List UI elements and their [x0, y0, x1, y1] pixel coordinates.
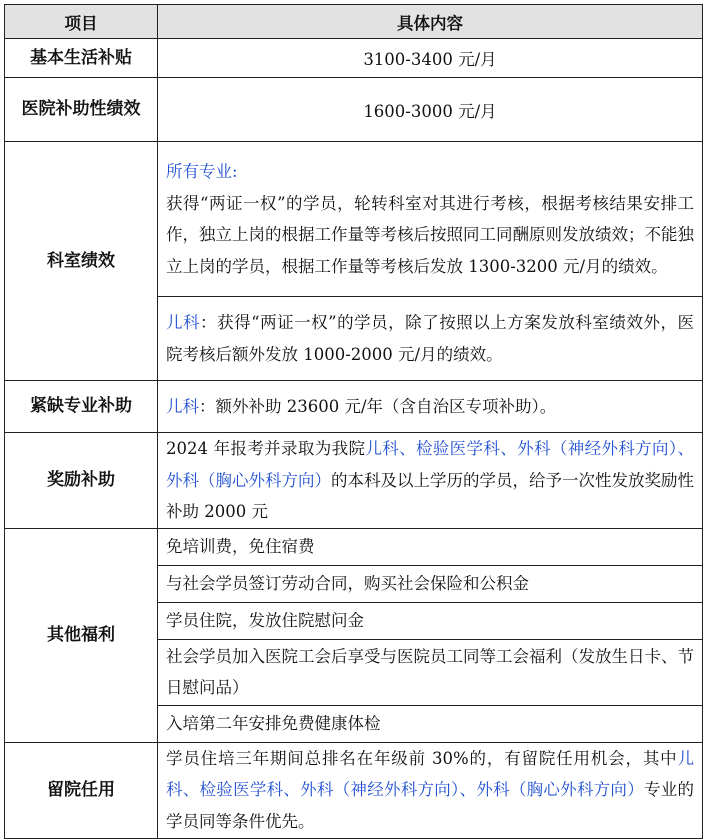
dept-pediatrics-cell — [158, 297, 703, 381]
benefits-table — [4, 4, 703, 839]
performance-label: 医院补助性绩效 — [5, 78, 158, 142]
performance-value: 1600-3000 元/月 — [158, 78, 703, 142]
row-living-subsidy — [5, 39, 703, 78]
living-subsidy-value: 3100-3400 元/月 — [158, 39, 703, 78]
shortage-cell — [158, 381, 703, 433]
reward-text-b: 的本科及以上学历的学员，给予一次性发放奖励性补助 2000 元 — [166, 470, 694, 521]
row-other-1 — [5, 528, 703, 565]
retain-text-a: 学员住培三年期间总排名在年级前 30%的，有留院任用机会，其中 — [166, 748, 678, 768]
reward-majors: 儿科、检验医学科、外科（神经外科方向）、外科（胸心外科方向） — [166, 439, 694, 490]
row-shortage — [5, 381, 703, 433]
living-subsidy-label: 基本生活补贴 — [5, 39, 158, 78]
all-majors-text: 获得“两证一权”的学员，轮转科室对其进行考核，根据考核结果安排工作，独立上岗的根据工作量等考核后按照同工同酬原则发放绩效；不能独立上岗的学员，根据工作量等考核后发放 1300-3200 元/月的绩效。 — [166, 193, 694, 276]
reward-text-a: 2024 年报考并录取为我院 — [166, 439, 366, 458]
retain-label: 留院任用 — [5, 742, 158, 838]
dept-all-majors-cell — [158, 142, 703, 297]
dept-performance-label: 科室绩效 — [5, 142, 158, 381]
row-retain — [5, 742, 703, 838]
shortage-text: ：额外补助 23600 元/年（含自治区专项补助）。 — [199, 396, 557, 416]
all-majors-title: 所有专业: — [166, 162, 238, 181]
shortage-label: 紧缺专业补助 — [5, 381, 158, 433]
retain-text-b: 专业的学员同等条件优先。 — [166, 780, 695, 831]
shortage-pediatrics: 儿科 — [166, 396, 199, 416]
list-item: 入培第二年安排免费健康体检 — [158, 705, 703, 742]
pediatrics-title: 儿科 — [166, 313, 201, 332]
reward-cell — [158, 433, 703, 529]
other-benefits-label: 其他福利 — [5, 528, 158, 742]
reward-label: 奖励补助 — [5, 433, 158, 529]
pediatrics-text: ：获得“两证一权”的学员，除了按照以上方案发放科室绩效外，医院考核后额外发放 1000-2000 元/月的绩效。 — [166, 313, 695, 364]
header-content: 具体内容 — [158, 5, 703, 39]
row-performance — [5, 78, 703, 142]
retain-majors: 儿科、检验医学科、外科（神经外科方向）、外科（胸心外科方向） — [166, 748, 694, 800]
header-item: 项目 — [5, 5, 158, 39]
header-row — [5, 5, 703, 39]
list-item: 免培训费，免住宿费 — [158, 528, 703, 565]
list-item: 社会学员加入医院工会后享受与医院员工同等工会福利（发放生日卡、节日慰问品） — [158, 639, 703, 705]
list-item: 与社会学员签订劳动合同，购买社会保险和公积金 — [158, 565, 703, 602]
row-dept-all — [5, 142, 703, 297]
row-reward — [5, 433, 703, 529]
retain-cell — [158, 742, 703, 838]
list-item: 学员住院，发放住院慰问金 — [158, 602, 703, 639]
